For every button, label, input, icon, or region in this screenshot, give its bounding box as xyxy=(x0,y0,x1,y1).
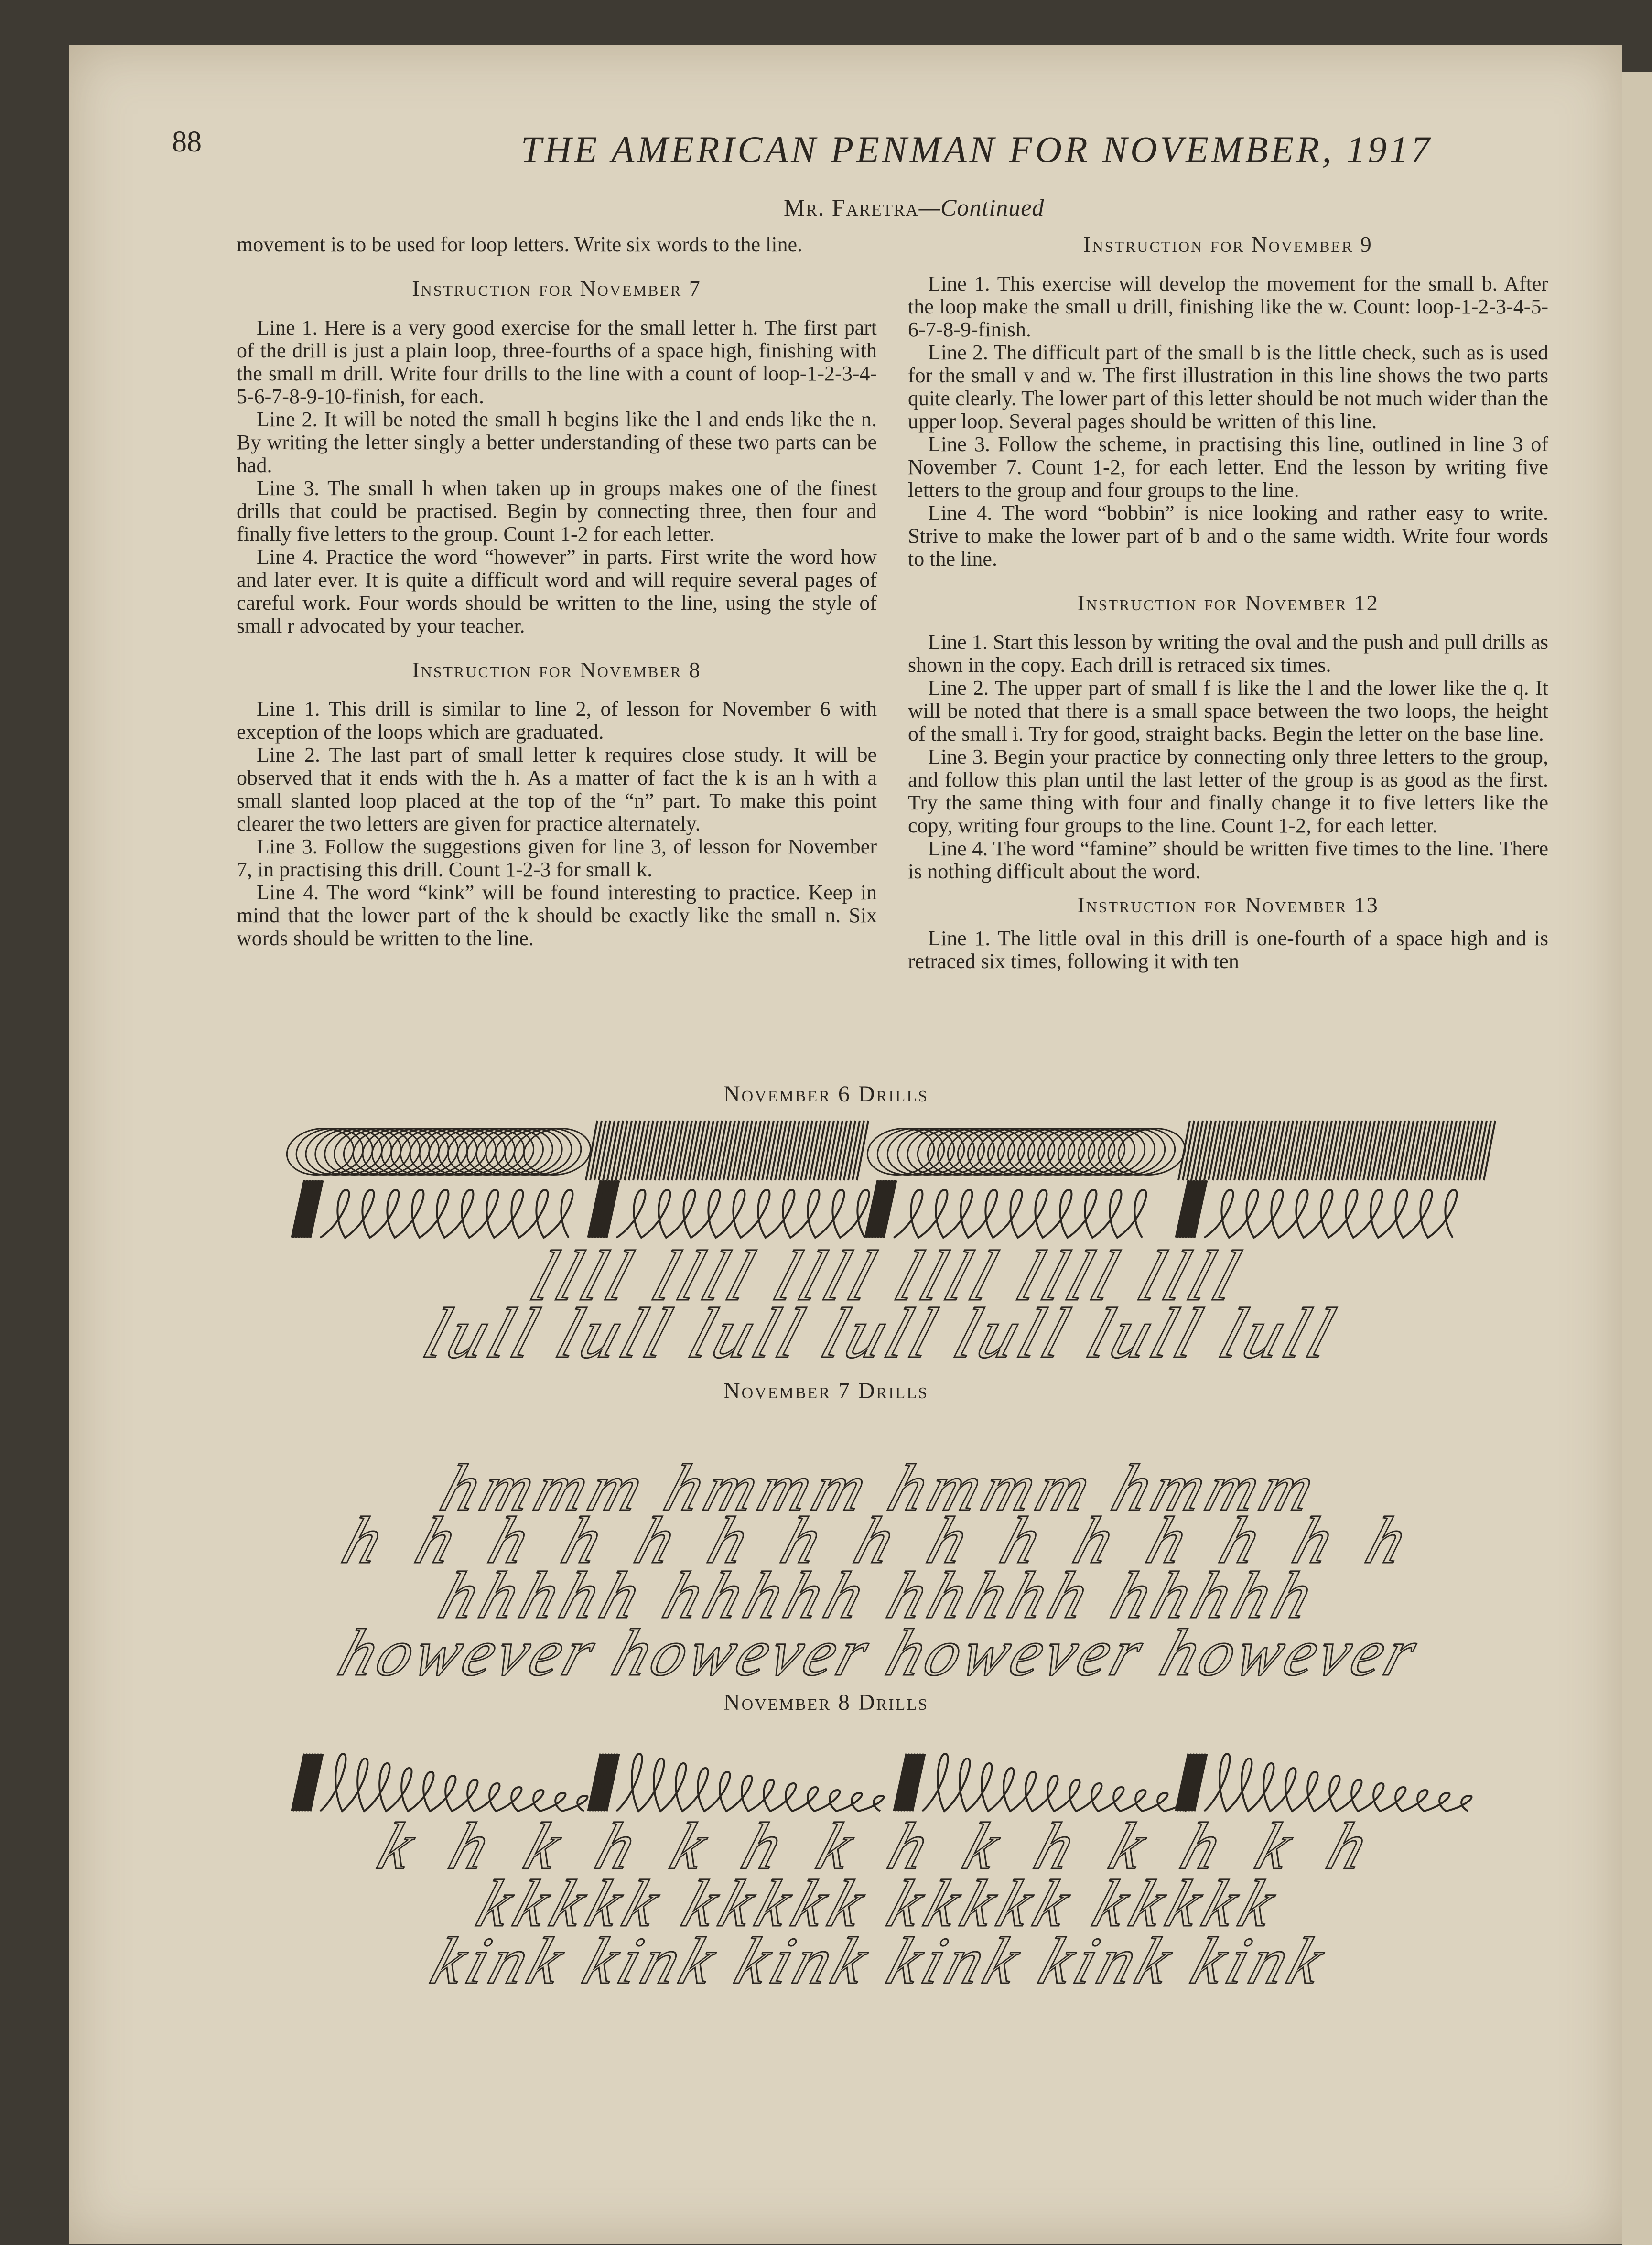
nov8-line-1: Line 1. This drill is similar to line 2, of lesson for November 6 with exception of the loops which are graduated. xyxy=(237,697,877,744)
nov8-line-2: Line 2. The last part of small letter k requires close study. It will be observed that it ends with the h. As a matter of fact the k is an h with a small slanted loop placed at the top of the “n” part. To make this point clearer the two letters are given for practice alternately. xyxy=(237,743,877,835)
loop-chain xyxy=(1204,1190,1457,1238)
article-author: Mr. Faretra xyxy=(784,194,919,221)
nov8-line4-script: kink kink kink kink kink kink xyxy=(422,1924,1338,1998)
drills-heading-nov7: November 7 Drills xyxy=(723,1378,929,1403)
page-number: 88 xyxy=(172,126,202,158)
nov8-line3-script: kkkkk kkkkk kkkkk kkkkk xyxy=(468,1867,1291,1941)
drills-heading-nov6: November 6 Drills xyxy=(723,1081,929,1107)
section-heading-nov8: Instruction for November 8 xyxy=(412,658,702,682)
nov6-line4-script: lull lull lull lull lull lull lull xyxy=(414,1294,1347,1373)
nov7-line2-script: h h h h h h h h h h h h h h h xyxy=(334,1503,1427,1578)
nov7-line-3: Line 3. The small h when taken up in groups makes one of the finest drills that could be practised. Begin by connecting three, then four and finally five letters to the group. Count 1-2 for each letter. xyxy=(237,476,877,546)
nov9-line-4: Line 4. The word “bobbin” is nice looking and rather easy to write. Strive to make the lower part of b and o the same width. Write four words to the line. xyxy=(908,501,1548,571)
section-heading-nov7: Instruction for November 7 xyxy=(412,276,702,301)
nov13-line-1: Line 1. The little oval in this drill is one-fourth of a space high and is retraced six times, following it with ten xyxy=(908,927,1548,973)
nov6-loop-drill xyxy=(292,1180,1457,1238)
nov12-line-1: Line 1. Start this lesson by writing the oval and the push and pull drills as shown in the copy. Each drill is retraced six times. xyxy=(908,630,1548,677)
loop-chain xyxy=(894,1190,1146,1238)
loop-chain xyxy=(320,1190,572,1238)
graduated-loop-chain xyxy=(616,1754,884,1811)
graduated-loop-chain xyxy=(922,1754,1189,1811)
nov7-line4-script: however however however however xyxy=(330,1616,1430,1690)
nov7-line3-script: hhhhh hhhhh hhhhh hhhhh xyxy=(431,1558,1328,1633)
nov6-line3-script: llll llll llll llll llll llll xyxy=(521,1236,1254,1316)
nov12-line-4: Line 4. The word “famine” should be written five times to the line. There is nothing difficult about the word. xyxy=(908,837,1548,883)
graduated-loop-chain xyxy=(320,1754,587,1811)
drills-heading-nov8: November 8 Drills xyxy=(723,1690,929,1715)
nov8-line-4: Line 4. The word “kink” will be found interesting to practice. Keep in mind that the lower part of the k should be exactly like the small n. Six words should be written to the line. xyxy=(237,881,877,950)
nov7-line1-script: hmmm hmmm hmmm hmmm xyxy=(432,1451,1329,1525)
nov7-line-1: Line 1. Here is a very good exercise for the small letter h. The first part of the drill is just a plain loop, three-fourths of a space high, finishing with the small m drill. Write four drills to the line with a count of loop-1-2-3-4-5-6-7-8-9-10-finish, for each. xyxy=(237,316,877,408)
continued-label: —Continued xyxy=(918,194,1045,221)
section-heading-nov13: Instruction for November 13 xyxy=(1077,893,1379,917)
nov8-line-3: Line 3. Follow the suggestions given for line 3, of lesson for November 7, in practising this drill. Count 1-2-3 for small k. xyxy=(237,835,877,881)
nov8-graduated-loop-drill xyxy=(292,1754,1471,1811)
loop-chain xyxy=(616,1190,869,1238)
running-head: THE AMERICAN PENMAN FOR NOVEMBER, 1917 xyxy=(521,129,1433,170)
nov12-line-2: Line 2. The upper part of small f is like the l and the lower like the q. It will be noted that there is a small space between the two loops, the height of the small i. Try for good, straight backs. Begin the letter on the base line. xyxy=(908,676,1548,745)
nov9-line-2: Line 2. The difficult part of the small b is the little check, such as is used for the small v and w. The first illustration in this line shows the two parts quite clearly. The lower part of this letter should be not much wider than the upper loop. Several pages should be written of this line. xyxy=(908,341,1548,433)
section-heading-nov9: Instruction for November 9 xyxy=(1083,232,1373,257)
section-heading-nov12: Instruction for November 12 xyxy=(1077,591,1379,615)
nov6-oval-push-pull-drill xyxy=(284,1121,1495,1180)
nov12-line-3: Line 3. Begin your practice by connecting only three letters to the group, and follow this plan until the last letter of the group is as good as the first. Try the same thing with four and finally change it to five letters like the copy, writing four groups to the line. Count 1-2, for each letter. xyxy=(908,745,1548,837)
nov7-line-4: Line 4. Practice the word “however” in parts. First write the word how and later ever. It is quite a difficult word and will require several pages of careful work. Four words should be written to the line, using the style of small r advocated by your teacher. xyxy=(237,545,877,637)
nov7-line-2: Line 2. It will be noted the small h begins like the l and ends like the n. By writing the letter singly a better understanding of these two parts can be had. xyxy=(237,408,877,477)
intro-paragraph: movement is to be used for loop letters. Write six words to the line. xyxy=(237,233,802,256)
nov8-line2-script: k h k h k h k h k h k h k h xyxy=(369,1809,1389,1884)
nov9-line-3: Line 3. Follow the scheme, in practising this line, outlined in line 3 of November 7. Count 1-2, for each letter. End the lesson by writing five letters to the group and four groups to the line. xyxy=(908,432,1548,502)
nov9-line-1: Line 1. This exercise will develop the movement for the small b. After the loop make the small u drill, finishing like the w. Count: loop-1-2-3-4-5-6-7-8-9-finish. xyxy=(908,272,1548,341)
graduated-loop-chain xyxy=(1204,1754,1471,1811)
